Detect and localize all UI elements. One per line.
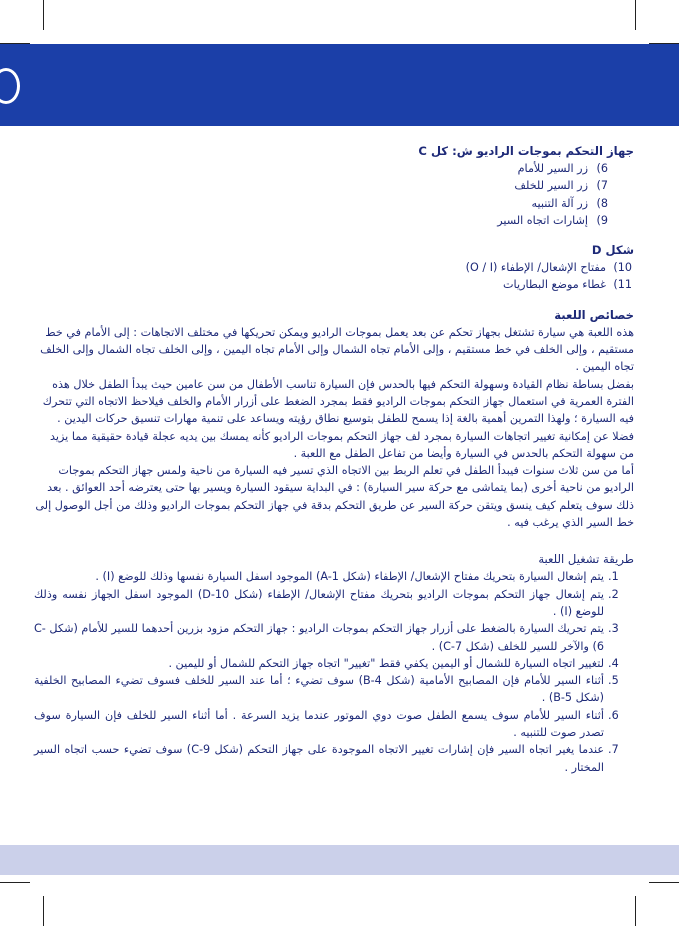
features-title: خصائص اللعبة	[554, 307, 634, 322]
list-item: 5. أثناء السير للأمام فإن المصابيح الأمامية (شكل B-4) سوف تضيء ؛ أما عند السير للخلف فسوف تضيء المصابيح الخلفية (شكل B-5) .	[34, 674, 619, 705]
list-item: 2. يتم إشعال جهاز التحكم بموجات الراديو بتحريك مفتاح الإشعال/ الإطفاء (شكل D-10) الموجود اسفل الجهاز نفسه وذلك للوضع (I) .	[34, 587, 619, 618]
list-item: 9) إشارات اتجاه السير	[497, 213, 608, 227]
list-item: 3. يتم تحريك السيارة بالضغط على أزرار جهاز التحكم بموجات الراديو : جهاز التحكم مزود بزرين أحدهما للسير للأمام (شكل C-6) والآخر للسير للخلف (شكل C-7) .	[34, 622, 619, 653]
crop-mark	[635, 0, 636, 30]
operation-title: طريقة تشغيل اللعبة	[538, 552, 634, 567]
list-item: 7) زر السير للخلف	[514, 179, 608, 193]
features-paragraph: بفضل بساطة نظام القيادة وسهولة التحكم فيها بالحدس فإن السيارة تناسب الأطفال من سن عامين حيث يبدأ الطفل خلال هذه الفترة العمرية في استعمال جهاز التحكم بموجات الراديو فقط بمجرد الضغط على أزرار الأمام والخلف فيلاحظ الاتجاه التي تتحرك فيه السيارة ؛ ولهذا التمرين أهمية بالغة إذا يسمح للطفل بتوسيع نطاق رؤيته ويساعد على تنمية مهارات تنسيق حركات اليدين . فضلا عن إمكانية تغيير اتجاهات السيارة بمجرد لف جهاز التحكم بموجات الراديو كأنه يمسك بين يديه عجلة قيادة حقيقية مما يزيد من سهولة التحكم بالحدس في السيارة وأيضا من تفاعل الطفل مع اللعبة .	[42, 377, 634, 460]
crop-mark	[0, 882, 30, 883]
header-band	[0, 44, 679, 126]
operation-list	[34, 568, 634, 776]
list-item: 8) زر آلة التنبيه	[531, 196, 608, 210]
crop-mark	[43, 896, 44, 926]
list-item: 7. عندما يغير اتجاه السير فإن إشارات تغيير الاتجاه الموجودة على جهاز التحكم (شكل C-9) سوف تضيء حسب اتجاه السير المختار .	[34, 743, 619, 774]
features-paragraph: أما من سن ثلاث سنوات فيبدأ الطفل في تعلم الربط بين الاتجاه الذي تسير فيه السيارة من ناحية ولمس جهاز التحكم بموجات الراديو من ناحية أخرى (بما يتماشى مع حركة سير السيارة) : في البداية سيقود السيارة ويسير بها حتى يعترضه أحد العوائق . بعد ذلك سوف يتعلم كيف ينسق ويتقن حركة السير عن طريق التحكم بدقة في جهاز التحكم بموجات الراديو وذلك من أجل الوصول إلى خط السير الذي يرغب فيه .	[35, 464, 634, 530]
list-item: 11) غطاء موضع البطاريات	[503, 278, 632, 292]
list-item: 6. أثناء السير للأمام سوف يسمع الطفل صوت دوي الموتور عندما يزيد السرعة . أما أثناء السير للخلف فإن السيارة سوف تصدر صوت للتنبيه .	[34, 708, 619, 740]
list-item: 6) زر السير للأمام	[517, 162, 608, 175]
footer-band	[0, 845, 679, 875]
list-item: 10) مفتاح الإشعال/ الإطفاء (O / I)	[465, 261, 632, 275]
page-content	[34, 143, 634, 776]
list-item: 1. يتم إشعال السيارة بتحريك مفتاح الإشعال/ الإطفاء (شكل A-1) الموجود اسفل السيارة نفسها وذلك للوضع (I) .	[95, 570, 619, 584]
section-d-title: شكل D	[591, 243, 634, 258]
list-item: 4. لتغيير اتجاه السيارة للشمال أو اليمين يكفي فقط "تغيير" اتجاه جهاز التحكم للشمال أو لليمين .	[168, 656, 619, 670]
section-d-list	[34, 259, 634, 294]
features-paragraph: هذه اللعبة هي سيارة تشتغل بجهاز تحكم عن بعد يعمل بموجات الراديو ويمكن تحريكها في مختلف الاتجاهات : إلى الأمام في خط مستقيم ، وإلى الخلف في خط مستقيم ، وإلى الأمام تجاه الشمال وإلى الأمام تجاه اليمين ، وإلى الخلف تجاه الشمال وإلى الخلف تجاه اليمين .	[40, 325, 634, 374]
crop-mark	[43, 0, 44, 30]
crop-mark	[649, 882, 679, 883]
crop-mark	[635, 896, 636, 926]
section-c-list	[34, 160, 634, 229]
section-c-title: جهاز التحكم بموجات الراديو ش: كل C	[418, 144, 634, 158]
